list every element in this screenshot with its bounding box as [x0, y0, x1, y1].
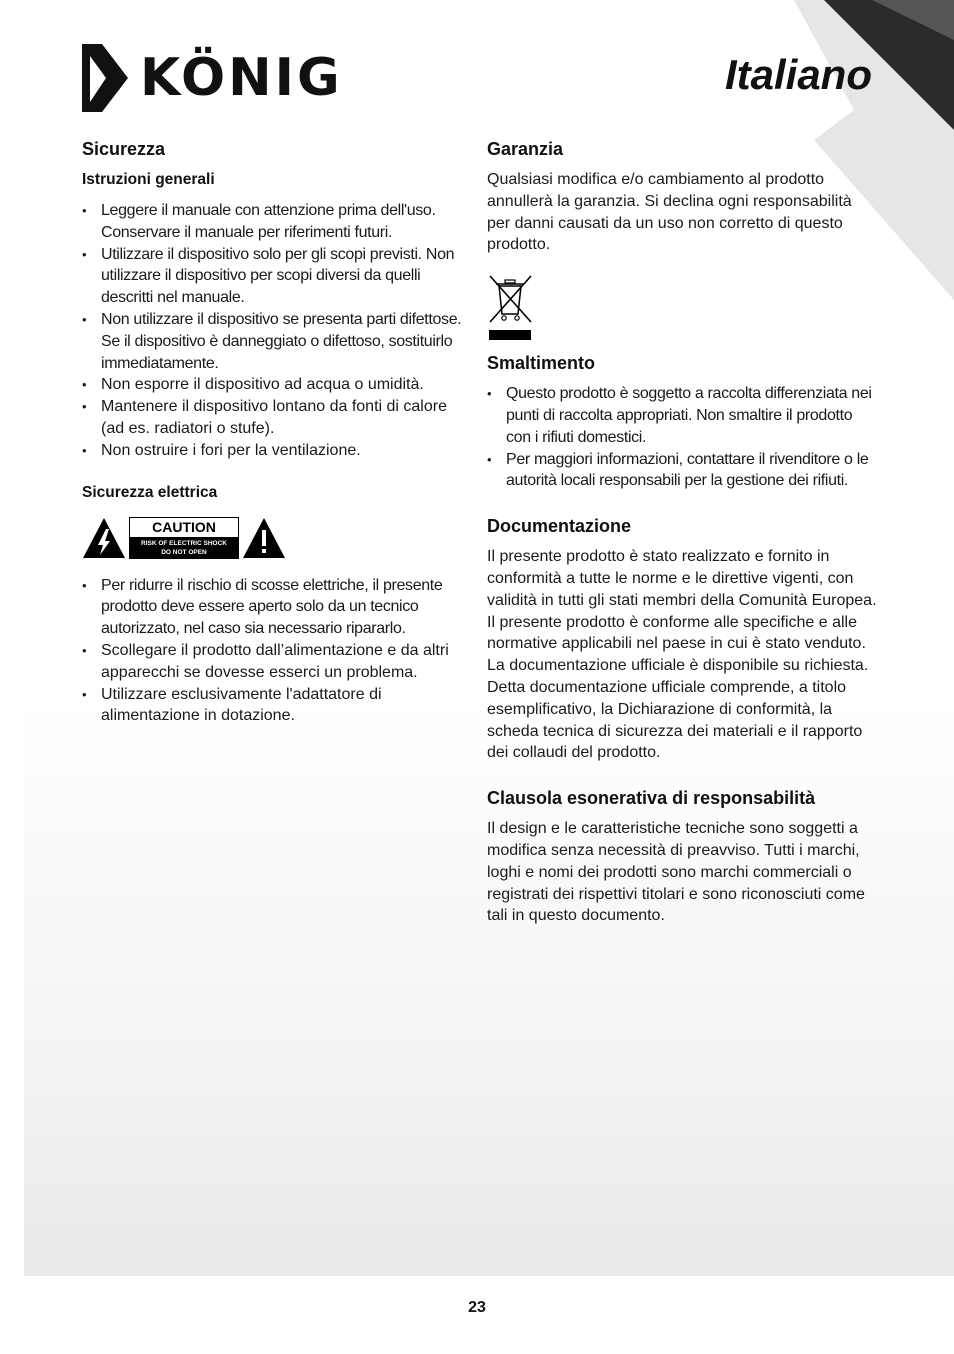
list-item: • Per ridurre il rischio di scosse elettriche, il presente prodotto deve essere aperto solo da un tecnico autorizzato, nel caso sia necessario ripararlo.: [82, 575, 472, 640]
list-item: • Utilizzare esclusivamente l'adattatore di alimentazione in dotazione.: [82, 684, 472, 728]
caution-box: [129, 517, 239, 559]
warranty-text: Qualsiasi modifica e/o cambiamento al prodotto annullerà la garanzia. Si declina ogni responsabilità per danni causati da un uso non corretto di questo prodotto.: [487, 171, 852, 254]
disclaimer-text: Il design e le caratteristiche tecniche sono soggetti a modifica senza necessità di preavviso. Tutti i marchi, loghi e nomi dei prodotti sono marchi commerciali o registrati dei rispettivi titolari e sono riconosciuti come tali in questo documento.: [487, 820, 865, 925]
documentation-text: Il presente prodotto è stato realizzato e fornito in conformità a tutte le norme e le direttive vigenti, con validità in tutti gli stati membri della Comunità Europea. Il presente prodotto è conforme alle specifiche e alle normative applicabili nel paese in cui è stato venduto.: [487, 548, 877, 653]
list-item: • Mantenere il dispositivo lontano da fonti di calore (ad es. radiatori o stufe).: [82, 396, 472, 440]
general-instructions-list: [82, 200, 472, 462]
disposal-list: [487, 383, 877, 492]
list-item: • Scollegare il prodotto dall’alimentazione e da altri apparecchi se dovesse esserci un problema.: [82, 640, 472, 684]
list-item: • Questo prodotto è soggetto a raccolta differenziata nei punti di raccolta appropriati. Non smaltire il prodotto con i rifiuti domestici.: [487, 383, 877, 448]
caution-line1: RISK OF ELECTRIC SHOCK: [141, 539, 227, 547]
list-item: • Leggere il manuale con attenzione prima dell'uso. Conservare il manuale per riferimenti futuri.: [82, 200, 472, 244]
list-item: • Non utilizzare il dispositivo se presenta parti difettose. Se il dispositivo è danneggiato o difettoso, sostituirlo immediatamente.: [82, 309, 472, 374]
electric-shock-warning-icon: [82, 517, 126, 559]
caution-label: [82, 516, 472, 560]
disposal-heading: Smaltimento: [487, 353, 596, 374]
brand-wordmark: KÖNIG: [140, 48, 343, 108]
konig-logo-icon: [80, 42, 130, 114]
language-title: Italiano: [724, 51, 872, 98]
list-item: • Non esporre il dispositivo ad acqua o umidità.: [82, 374, 472, 396]
weee-bin-icon: [487, 274, 533, 342]
disclaimer-heading: Clausola esonerativa di responsabilità: [487, 788, 816, 809]
documentation-text-official: La documentazione ufficiale è disponibile su richiesta. Detta documentazione ufficiale comprende, a titolo esemplificativo, la Dichiarazione di conformità, la scheda tecnica di sicurezza dei materiali e il rapporto dei collaudi del prodotto.: [487, 657, 869, 762]
warranty-heading: Garanzia: [487, 139, 564, 159]
electrical-safety-list: [82, 575, 472, 728]
left-column: [82, 137, 472, 727]
list-item: • Non ostruire i fori per la ventilazione.: [82, 440, 472, 462]
brand-logo: [80, 42, 343, 114]
list-item: • Per maggiori informazioni, contattare il rivenditore o le autorità locali responsabili per la gestione dei rifiuti.: [487, 449, 877, 493]
exclamation-warning-icon: [242, 517, 286, 559]
right-column: [487, 137, 877, 927]
page-number: 23: [468, 1299, 486, 1316]
safety-heading: Sicurezza: [82, 139, 166, 159]
caution-subtext: [130, 537, 238, 558]
general-instructions-heading: Istruzioni generali: [82, 171, 215, 188]
list-item: • Utilizzare il dispositivo solo per gli scopi previsti. Non utilizzare il dispositivo per scopi diversi da quelli descritti nel manuale.: [82, 244, 472, 309]
electrical-safety-heading: Sicurezza elettrica: [82, 483, 218, 501]
caution-text: CAUTION: [130, 518, 238, 537]
caution-line2: DO NOT OPEN: [161, 548, 207, 556]
documentation-heading: Documentazione: [487, 516, 632, 537]
